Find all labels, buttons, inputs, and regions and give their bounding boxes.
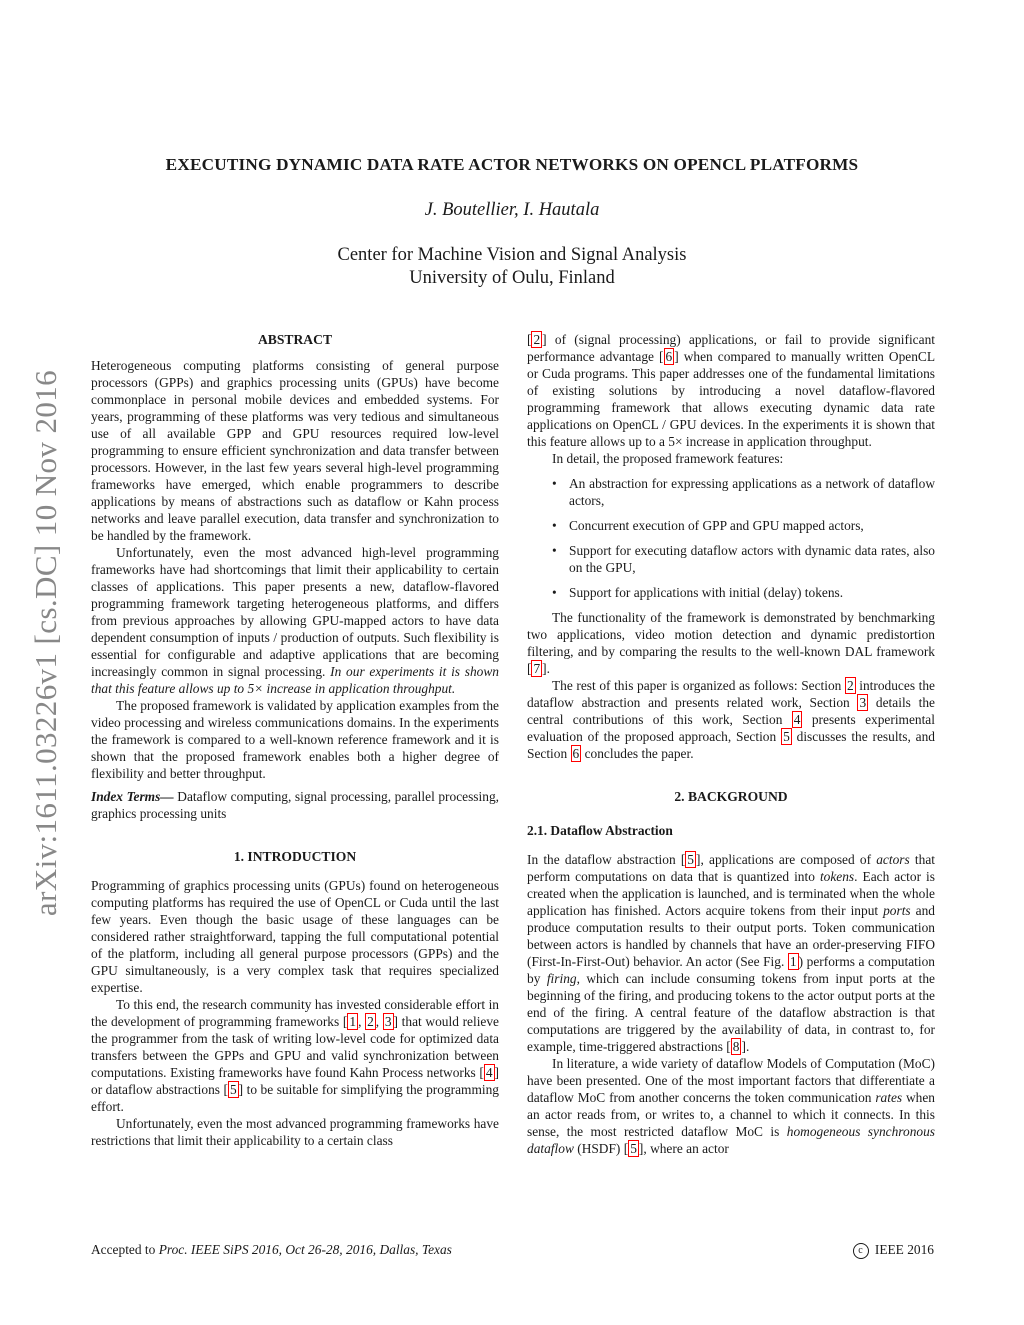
left-column [91, 331, 499, 1149]
citation-link[interactable]: 6 [665, 349, 673, 364]
citation-link[interactable]: 5 [630, 1141, 637, 1156]
citation-link[interactable]: 8 [732, 1039, 740, 1054]
dataflow-subheading: 2.1. Dataflow Abstraction [527, 823, 673, 838]
index-terms-label: Index Terms— [91, 789, 174, 804]
background-paragraph-1: In the dataflow abstraction [ 5 ], applications are composed of actors that perform computations on data that is quantized into tokens. Each actor is created when the application is launched, and is terminated when the whole application has finished. Actors acquire tokens from their input ports and produce computation results to their output ports. Token communication between actors is handled by channels that have an order-preserving FIFO (First-In-First-Out) behavior. An actor (See Fig. 1 ) performs a computation by firing, which can include consuming tokens from input ports at the beginning of the firing, and producing tokens to the actor output ports at the end of the firing. A central feature of the dataflow abstraction is that computations are triggered by the availability of data, in contrast to, for example, time-triggered abstractions [ 8 ]. [527, 852, 935, 1054]
feature-list [527, 475, 935, 601]
citation-link[interactable]: 5 [687, 852, 694, 867]
citation-link[interactable]: 3 [384, 1014, 392, 1029]
citation-link[interactable]: 2 [533, 332, 541, 347]
section-link[interactable]: 2 [846, 678, 854, 693]
bullet-icon: • [552, 518, 557, 533]
bullet-icon: • [552, 543, 557, 558]
intro-paragraph-1: Programming of graphics processing units (GPUs) found on heterogeneous computing platforms has required the use of OpenCL or Cuda until the last few years. Even though the basic usage of these languages can be considered rather straightforward, tapping the full computational potential of the platform, including all general purpose processors (GPPs) and the GPU simultaneously, is a very complex task that requires specialized expertise. [91, 878, 499, 995]
citation-link[interactable]: 7 [533, 661, 541, 676]
intro-paragraph-6: The functionality of the framework is demonstrated by benchmarking two applications, video motion detection and dynamic predistortion filtering, and by comparing the results to the well-known DAL framework [ 7 ]. [527, 610, 935, 676]
footer-venue: Accepted to Proc. IEEE SiPS 2016, Oct 26-28, 2016, Dallas, Texas [91, 1242, 452, 1257]
list-item: • An abstraction for expressing applications as a network of dataflow actors, [552, 476, 935, 508]
list-item: • Support for executing dataflow actors with dynamic data rates, also on the GPU, [552, 543, 935, 575]
paper-title: EXECUTING DYNAMIC DATA RATE ACTOR NETWORKS ON OPENCL PLATFORMS [165, 155, 859, 174]
abstract-paragraph-1: Heterogeneous computing platforms consisting of general purpose processors (GPPs) and graphics processing units (GPUs) have become commonplace in personal mobile devices and embedded systems. For years, programming of these platforms was very tedious and simultaneous use of all available GPP and GPU resources required low-level programming to ensure efficient synchronization and data transfer between processors. However, in the last few years several high-level programming frameworks have emerged, which enable programmers to describe applications by means of abstractions such as dataflow or Kahn process networks and leave parallel execution, data transfer and synchronization to be handled by the framework. [91, 358, 499, 543]
citation-link[interactable]: 2 [367, 1014, 374, 1029]
figure-link[interactable]: 1 [789, 954, 797, 969]
section-link[interactable]: 4 [793, 712, 801, 727]
right-column [527, 331, 935, 1157]
section-link[interactable]: 3 [859, 695, 867, 710]
copyright-icon: c [853, 1243, 869, 1259]
arxiv-id-text: arXiv:1611.03226v1 [cs.DC] 10 Nov 2016 [28, 369, 64, 916]
abstract-highlight: In our experiments it is shown that this feature allows up to 5× increase in application throughput. [91, 664, 499, 696]
list-item: • Support for applications with initial (delay) tokens. [552, 585, 844, 600]
affiliation [90, 244, 934, 290]
abstract-heading: ABSTRACT [257, 332, 333, 347]
affiliation-line-1: Center for Machine Vision and Signal Analysis [337, 245, 687, 265]
intro-paragraph-7: The rest of this paper is organized as follows: Section 2 introduces the dataflow abstraction and presents related work, Section 3 details the central contributions of this work, Section 4 presents experimental evaluation of the proposed approach, Section 5 discusses the results, and Section 6 concludes the paper. [527, 678, 936, 761]
index-terms: Index Terms— Dataflow computing, signal processing, parallel processing, graphics processing units [91, 789, 499, 821]
intro-paragraph-2: To this end, the research community has invested considerable effort in the development of programming frameworks [ 1 , 2 , 3 ] that would relieve the programmer from the task of writing low-level code for optimized data transfers between the GPPs and GPU and valid synchronization between computations. Existing frameworks have found Kahn Process networks [ 4 ] or dataflow abstractions [ 5 ] to be suitable for simplifying the programming effort. [91, 997, 500, 1114]
bullet-icon: • [552, 476, 557, 491]
section-link[interactable]: 6 [572, 746, 580, 761]
intro-paragraph-3: Unfortunately, even the most advanced programming frameworks have restrictions that limit their applicability to a certain class [91, 1116, 499, 1148]
section-link[interactable]: 5 [783, 729, 790, 744]
citation-link[interactable]: 1 [349, 1014, 357, 1029]
abstract-paragraph-3: The proposed framework is validated by application examples from the video processing and wireless communications domains. In the experiments the framework is compared to a well-known reference framework and it is shown that the proposed framework enables both a higher degree of flexibility and better throughput. [91, 698, 499, 781]
intro-paragraph-4: [ 2 ] of (signal processing) applications, or fail to provide significant performance advantage [ 6 ] when compared to manually written OpenCL or Cuda programs. This paper addresses one of the fundamental limitations of existing solutions by introducing a novel dataflow-flavored programming framework that allows executing dynamic data rate applications on OpenCL / GPU devices. In the experiments it is shown that this feature allows up to a 5× increase in application throughput. [527, 332, 936, 449]
background-paragraph-2: In literature, a wide variety of dataflow Models of Computation (MoC) have been presented. One of the most important factors that differentiate a dataflow MoC from another concerns the token communication rates when an actor reads from, or writes to, a channel to which it connects. In this sense, the most restricted dataflow MoC is homogeneous synchronous dataflow (HSDF) [ 5 ], where an actor [527, 1056, 936, 1156]
bullet-icon: • [552, 585, 557, 600]
citation-link[interactable]: 4 [485, 1065, 493, 1080]
arxiv-identifier [26, 345, 66, 940]
footer-copyright: c IEEE 2016 [853, 1242, 935, 1259]
background-heading: 2. BACKGROUND [674, 789, 788, 804]
affiliation-line-2: University of Oulu, Finland [409, 268, 615, 288]
abstract-paragraph-2: Unfortunately, even the most advanced high-level programming frameworks have had shortcomings that limit their applicability to certain classes of applications. This paper presents a new, dataflow-flavored programming framework targeting heterogeneous platforms, and differs from previous approaches by allowing GPU-mapped actors to have data dependent consumption of inputs / production of outputs. Such flexibility is essential for configurable and adaptive applications that are becoming increasingly common in signal processing. In our experiments it is shown that this feature allows up to 5× increase in application throughput. [91, 545, 499, 696]
list-item: • Concurrent execution of GPP and GPU mapped actors, [552, 518, 864, 533]
intro-paragraph-5: In detail, the proposed framework features: [552, 451, 784, 466]
paper-authors: J. Boutellier, I. Hautala [424, 200, 600, 220]
intro-heading: 1. INTRODUCTION [233, 849, 357, 864]
citation-link[interactable]: 5 [229, 1082, 237, 1097]
